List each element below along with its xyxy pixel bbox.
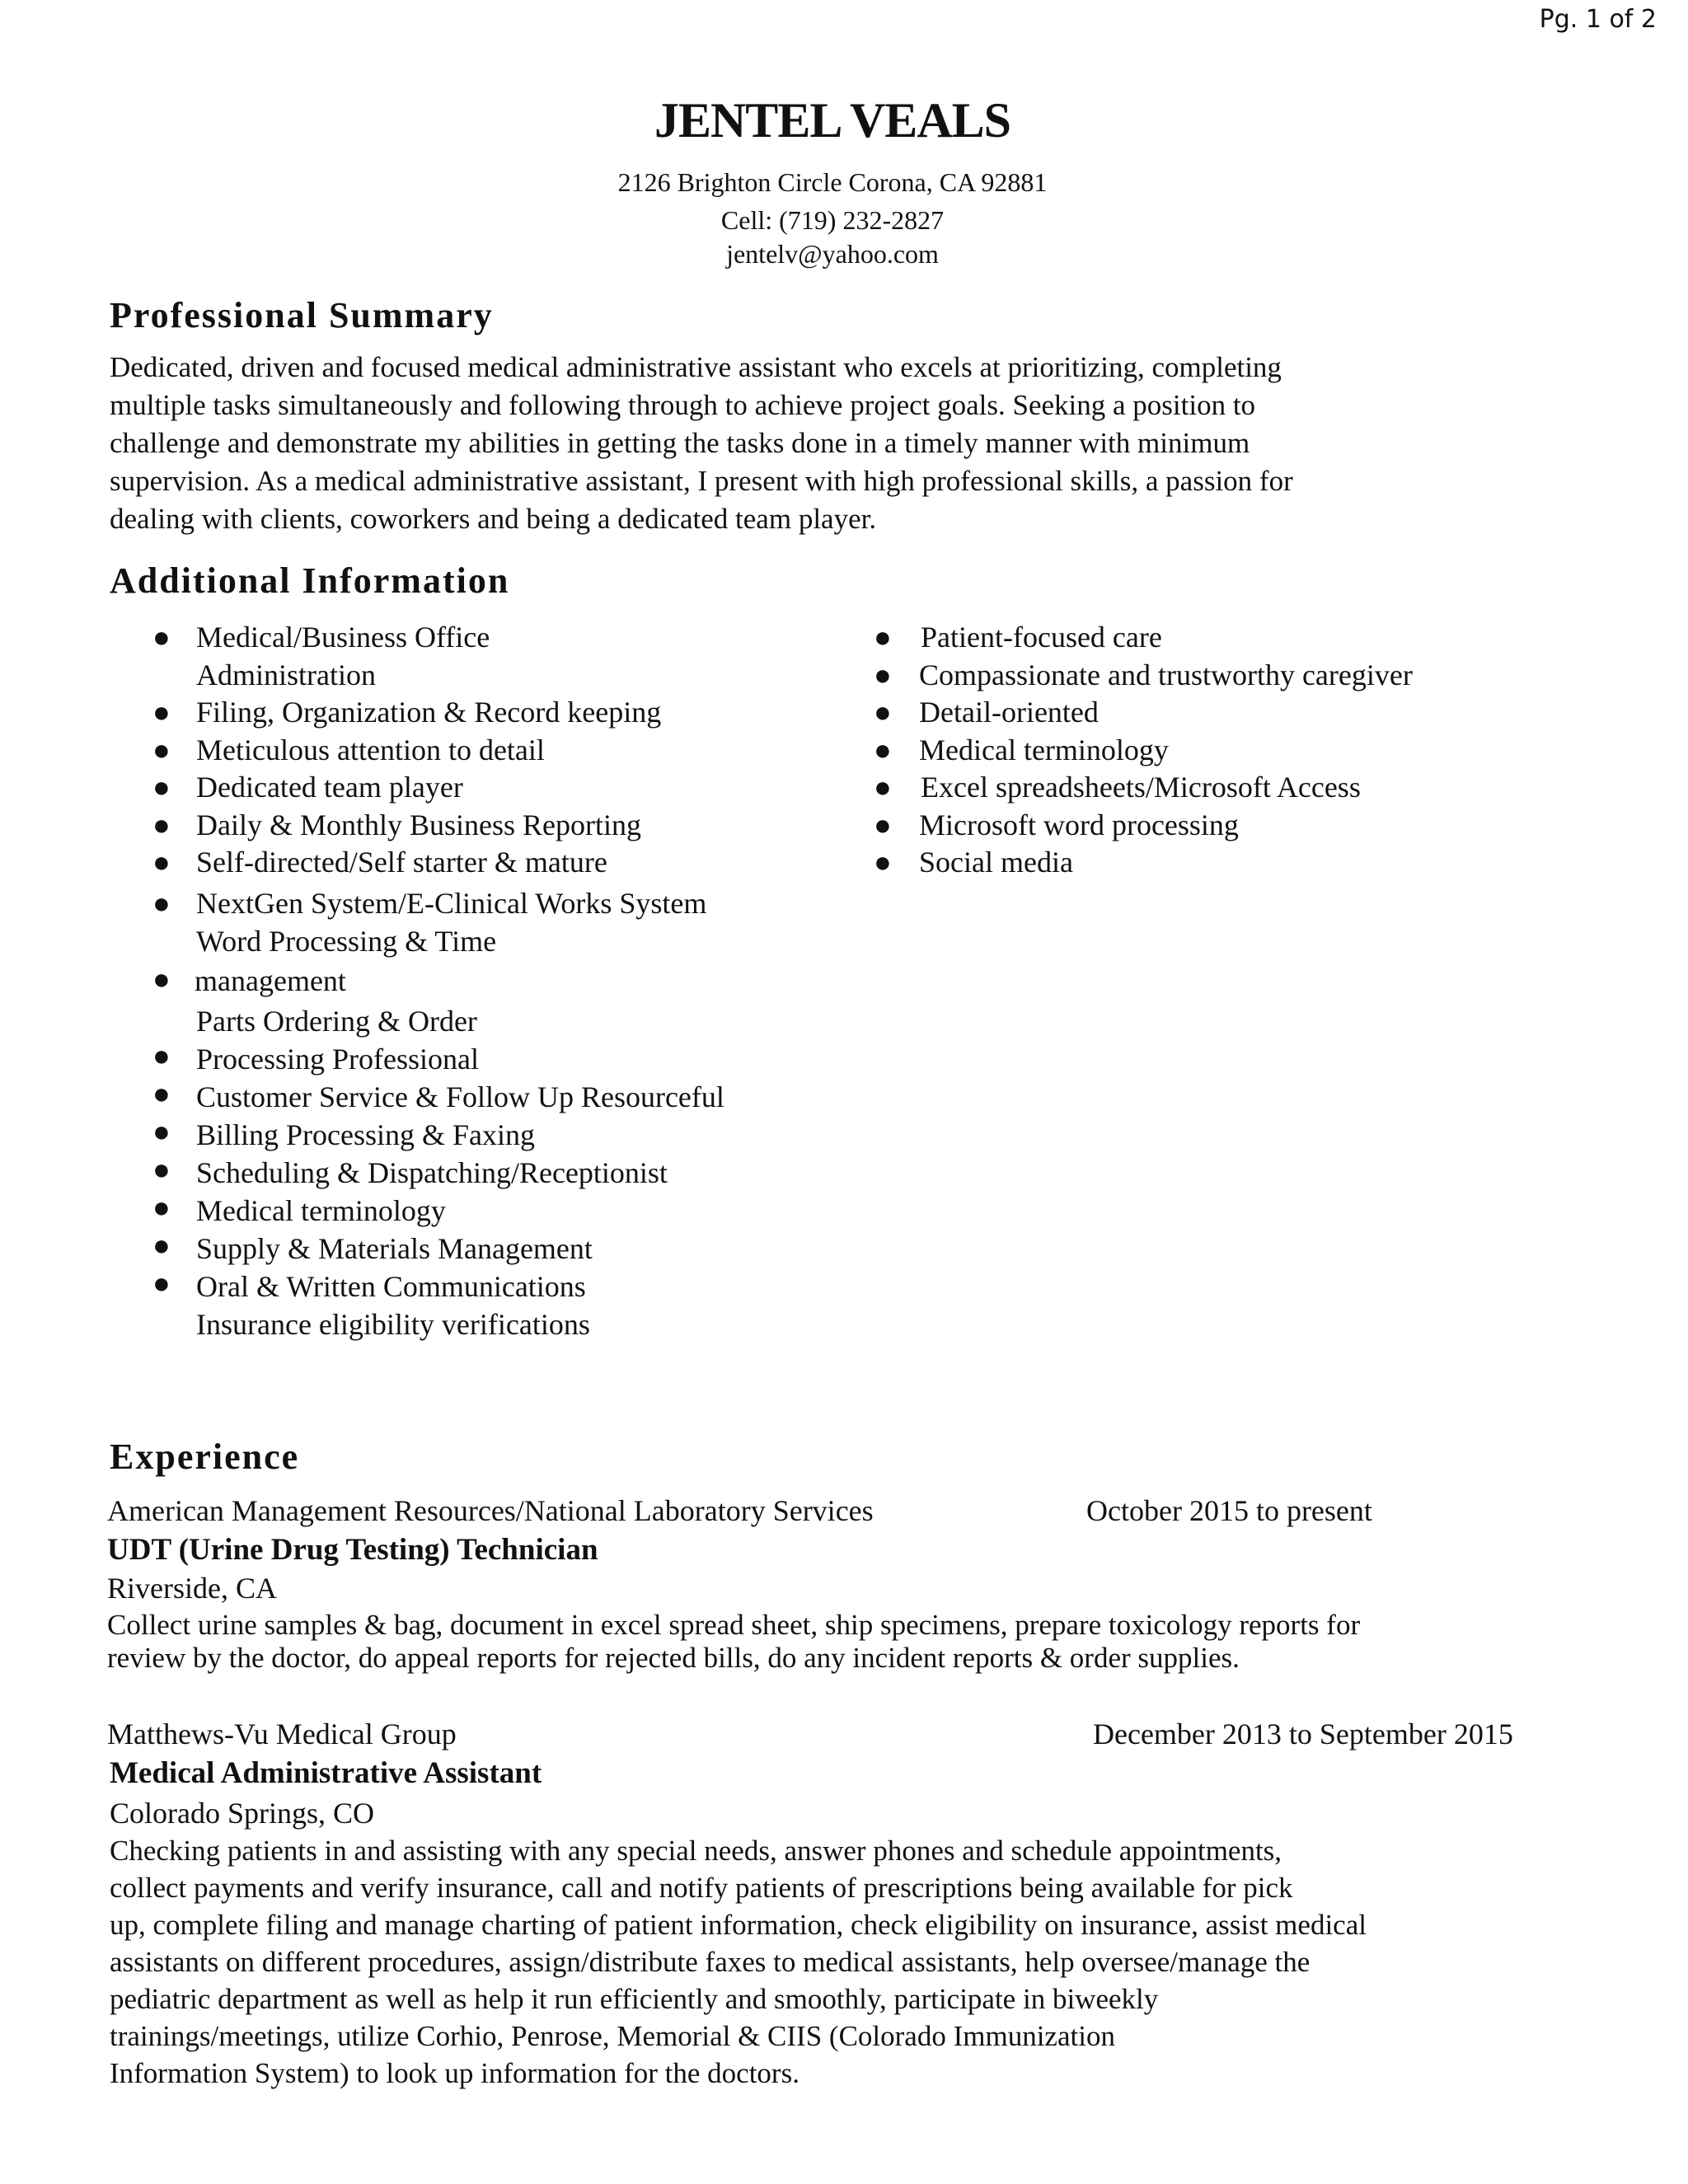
summary-line: multiple tasks simultaneously and following through to achieve project goals. Seeking a position to xyxy=(110,389,1256,421)
skill-item: Medical/Business Office xyxy=(196,621,490,654)
job-description-line: Checking patients in and assisting with any special needs, answer phones and schedule appointments, xyxy=(110,1835,1282,1867)
skill-item: Oral & Written Communications xyxy=(196,1270,586,1303)
job-title: Medical Administrative Assistant xyxy=(110,1756,542,1790)
bullet-icon: ● xyxy=(874,771,892,804)
skill-item: Medical terminology xyxy=(919,733,1169,766)
skill-item: management xyxy=(195,964,346,997)
candidate-name: JENTEL VEALS xyxy=(654,93,1011,148)
bullet-icon: ● xyxy=(152,1115,171,1148)
employer: American Management Resources/National Laboratory Services xyxy=(107,1494,874,1527)
skill-item: Insurance eligibility verifications xyxy=(196,1308,590,1341)
skill-item: Social media xyxy=(919,846,1073,879)
skill-item: Parts Ordering & Order xyxy=(196,1005,477,1038)
summary-line: challenge and demonstrate my abilities in getting the tasks done in a timely manner with minimum xyxy=(110,427,1250,459)
job-description-line: up, complete filing and manage charting of patient information, check eligibility on insurance, assist medical xyxy=(110,1909,1367,1941)
address: 2126 Brighton Circle Corona, CA 92881 xyxy=(617,167,1048,197)
job-description-line: collect payments and verify insurance, call and notify patients of prescriptions being available for pick xyxy=(110,1872,1293,1904)
skill-item: Patient-focused care xyxy=(921,621,1162,654)
skill-item: Processing Professional xyxy=(196,1043,479,1076)
skill-item: Detail-oriented xyxy=(919,696,1099,729)
bullet-icon: ● xyxy=(152,621,171,654)
bullet-icon: ● xyxy=(152,1191,171,1224)
page-number: Pg. 1 of 2 xyxy=(1539,5,1657,34)
skill-item: Meticulous attention to detail xyxy=(196,733,545,766)
bullet-icon: ● xyxy=(152,1077,171,1110)
bullet-icon: ● xyxy=(152,733,171,766)
bullet-icon: ● xyxy=(152,1039,171,1072)
job-description xyxy=(107,1609,1657,1675)
bullet-icon: ● xyxy=(152,1267,171,1300)
bullet-icon: ● xyxy=(152,696,171,729)
bullet-icon: ● xyxy=(874,658,892,691)
skill-item: Daily & Monthly Business Reporting xyxy=(196,808,641,841)
job-description-line: pediatric department as well as help it run efficiently and smoothly, participate in biweekly xyxy=(110,1983,1159,2015)
summary-line: dealing with clients, coworkers and being a dedicated team player. xyxy=(110,503,877,535)
employer: Matthews-Vu Medical Group xyxy=(107,1718,457,1750)
job-location: Colorado Springs, CO xyxy=(110,1797,375,1830)
bullet-icon: ● xyxy=(152,887,171,920)
skill-item: NextGen System/E-Clinical Works System xyxy=(196,887,707,920)
summary-line: supervision. As a medical administrative assistant, I present with high professional skills, a passion for xyxy=(110,465,1293,497)
bullet-icon: ● xyxy=(874,696,892,729)
job-title: UDT (Urine Drug Testing) Technician xyxy=(107,1533,598,1567)
job-location: Riverside, CA xyxy=(107,1572,277,1605)
skill-item: Compassionate and trustworthy caregiver xyxy=(919,658,1413,691)
bullet-icon: ● xyxy=(874,846,892,879)
additional-heading: Additional Information xyxy=(110,560,510,601)
skill-item: Medical terminology xyxy=(196,1194,446,1227)
skill-item: Self-directed/Self starter & mature xyxy=(196,846,607,879)
bullet-icon: ● xyxy=(152,808,171,841)
bullet-icon: ● xyxy=(152,963,171,996)
skill-item: Filing, Organization & Record keeping xyxy=(196,696,662,729)
bullet-icon: ● xyxy=(152,771,171,804)
bullet-icon: ● xyxy=(152,846,171,879)
skill-item: Scheduling & Dispatching/Receptionist xyxy=(196,1156,668,1189)
experience-heading: Experience xyxy=(110,1436,300,1477)
job-description-line: review by the doctor, do appeal reports for rejected bills, do any incident reports & order supplies. xyxy=(107,1642,1240,1674)
bullet-icon: ● xyxy=(874,621,892,654)
cell-phone: Cell: (719) 232-2827 xyxy=(720,205,945,235)
job-description-line: Collect urine samples & bag, document in excel spread sheet, ship specimens, prepare toxicology reports for xyxy=(107,1609,1361,1641)
job-description xyxy=(110,1832,1659,2092)
summary-line: Dedicated, driven and focused medical administrative assistant who excels at prioritizing, completing xyxy=(110,351,1282,383)
skill-item: Supply & Materials Management xyxy=(196,1232,593,1265)
bullet-icon: ● xyxy=(152,1153,171,1186)
summary-text xyxy=(110,349,1593,538)
job-dates: October 2015 to present xyxy=(1086,1494,1372,1527)
skill-item: Customer Service & Follow Up Resourceful xyxy=(196,1080,724,1113)
bullet-icon: ● xyxy=(874,733,892,766)
job-dates: December 2013 to September 2015 xyxy=(1093,1718,1513,1750)
skill-item: Word Processing & Time xyxy=(196,925,497,958)
skill-item: Billing Processing & Faxing xyxy=(196,1118,536,1151)
email: jentelv@yahoo.com xyxy=(726,239,939,269)
skill-item: Dedicated team player xyxy=(196,771,463,804)
skill-item: Administration xyxy=(196,658,376,691)
summary-heading: Professional Summary xyxy=(110,295,494,335)
job-description-line: assistants on different procedures, assign/distribute faxes to medical assistants, help oversee/manage the xyxy=(110,1946,1311,1978)
skill-item: Excel spreadsheets/Microsoft Access xyxy=(921,771,1361,804)
bullet-icon: ● xyxy=(152,1229,171,1262)
skill-item: Microsoft word processing xyxy=(919,808,1239,841)
bullet-icon: ● xyxy=(874,808,892,841)
job-description-line: trainings/meetings, utilize Corhio, Penrose, Memorial & CIIS (Colorado Immunization xyxy=(110,2020,1115,2052)
job-description-line: Information System) to look up information for the doctors. xyxy=(110,2057,799,2089)
